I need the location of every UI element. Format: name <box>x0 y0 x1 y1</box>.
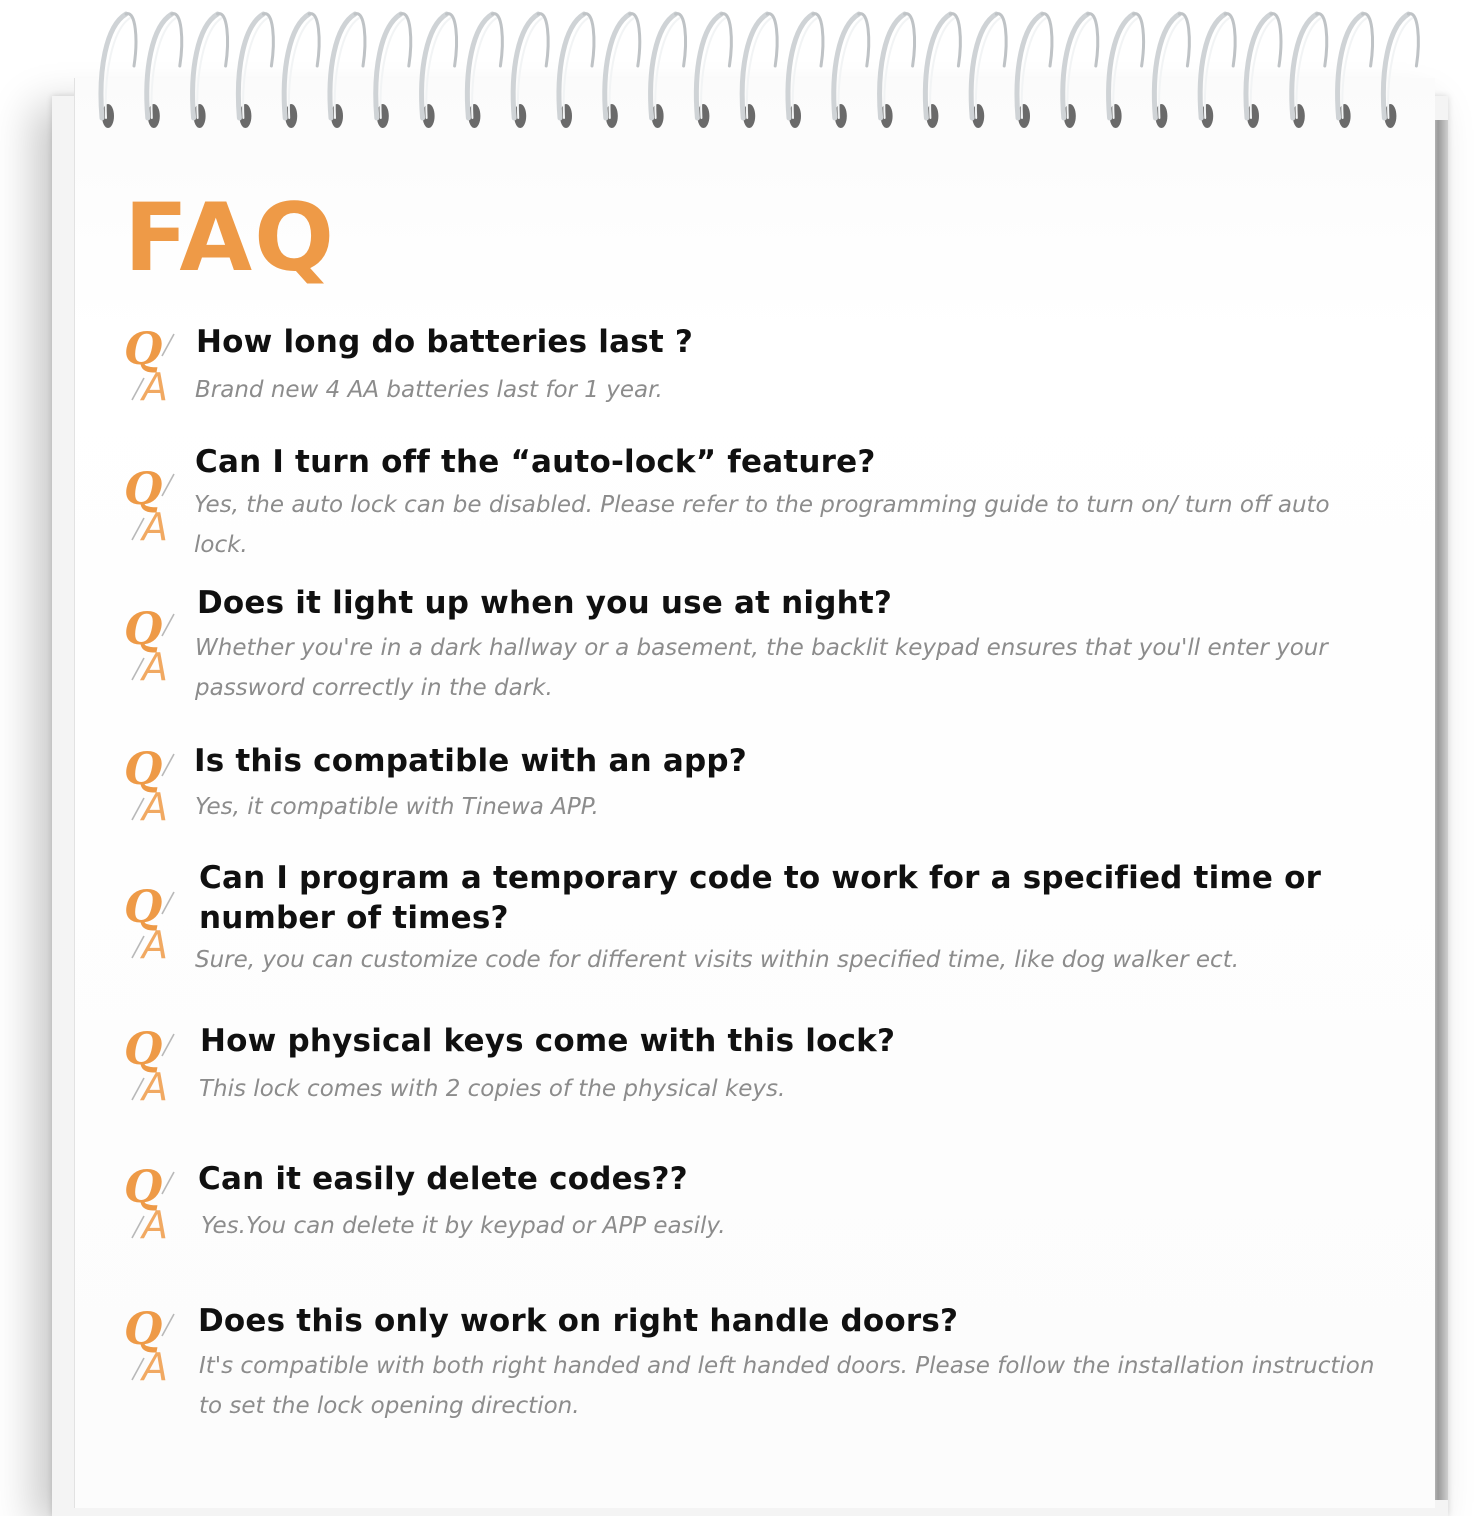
faq-answer: Whether you're in a dark hallway or a basement, the backlit keypad ensures that you'll enter your password correctly in the dark. <box>195 635 1328 701</box>
faq-answer: This lock comes with 2 copies of the physical keys. <box>199 1076 786 1102</box>
faq-question: Does this only work on right handle doors? <box>198 1303 959 1339</box>
page-title: FAQ <box>124 184 337 293</box>
qa-icon <box>122 884 182 960</box>
faq-question: How long do batteries last ? <box>196 324 694 360</box>
qa-icon <box>122 326 182 402</box>
svg-text:A: A <box>142 923 168 960</box>
faq-answer: Yes, it compatible with Tinewa APP. <box>195 794 599 820</box>
faq-question: How physical keys come with this lock? <box>200 1023 896 1059</box>
svg-text:A: A <box>142 645 168 682</box>
svg-text:A: A <box>142 505 168 542</box>
svg-text:Q: Q <box>124 1164 163 1213</box>
qa-icon <box>122 466 182 542</box>
svg-text:A: A <box>142 1345 168 1382</box>
svg-text:Q: Q <box>124 884 163 933</box>
svg-text:A: A <box>142 365 168 402</box>
qa-icon <box>122 606 182 682</box>
faq-answer: Yes, the auto lock can be disabled. Please refer to the programming guide to turn on/ turn off auto lock. <box>194 492 1330 558</box>
faq-question: Can I program a temporary code to work for a specified time or number of times? <box>199 860 1322 936</box>
faq-question: Can it easily delete codes?? <box>198 1161 688 1197</box>
faq-answer: Yes.You can delete it by keypad or APP easily. <box>201 1213 726 1239</box>
faq-question: Does it light up when you use at night? <box>197 585 893 621</box>
qa-icon <box>122 1306 182 1382</box>
svg-text:Q: Q <box>124 746 163 795</box>
qa-icon <box>122 746 182 822</box>
svg-text:Q: Q <box>124 1026 163 1075</box>
svg-text:A: A <box>142 785 168 822</box>
faq-answer: Brand new 4 AA batteries last for 1 year. <box>195 377 663 403</box>
faq-answer: It's compatible with both right handed and left handed doors. Please follow the installation instruction to set the lock opening direction. <box>199 1353 1375 1419</box>
svg-text:Q: Q <box>124 606 163 655</box>
faq-question: Can I turn off the “auto-lock” feature? <box>195 444 876 480</box>
svg-text:A: A <box>142 1203 168 1240</box>
faq-answer: Sure, you can customize code for different visits within specified time, like dog walker ect. <box>195 947 1240 973</box>
qa-icon <box>122 1164 182 1240</box>
svg-text:Q: Q <box>124 1306 163 1355</box>
qa-icon <box>122 1026 182 1102</box>
faq-question: Is this compatible with an app? <box>194 743 747 779</box>
svg-text:A: A <box>142 1065 168 1102</box>
svg-text:Q: Q <box>124 326 163 375</box>
spiral-binding <box>0 0 1478 140</box>
svg-text:Q: Q <box>124 466 163 515</box>
